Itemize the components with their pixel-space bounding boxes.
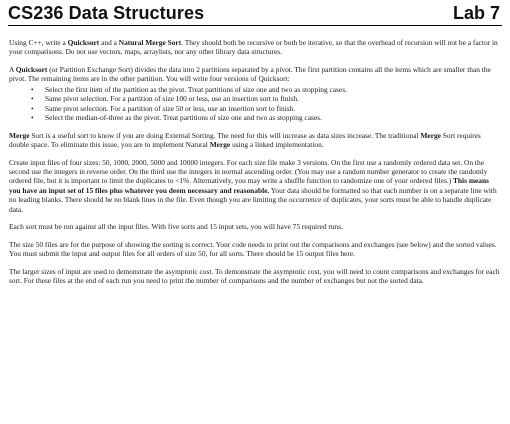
lab-number: Lab 7 (452, 3, 500, 23)
list-item-text: Same pivot selection. For a partition of size 50 or less, use an insertion sort to finish. (45, 103, 296, 113)
list-item (31, 85, 502, 94)
bullet-icon: • (31, 84, 34, 94)
list-item-text: Select the first item of the partition as the pivot. Treat partitions of size one and two as stopping cases. (45, 84, 347, 94)
quicksort-text-2: (or Partition Exchange Sort) divides the data into 2 partitions separated by a pivot. The first partition contains all the items which are smaller than the pivot. The remaining items are in the other partition. You will write four versions of Quicksort: (9, 65, 491, 84)
merge-text-1: Sort is a useful sort to know if you are doing External Sorting. The need for this will increase as data sizes increase. The traditional (29, 130, 421, 140)
bullet-icon: • (31, 103, 34, 113)
document-body (9, 38, 502, 294)
intro-bold-natural-merge-sort: Natural Merge Sort (118, 38, 182, 47)
larger-sizes-paragraph: The larger sizes of input are used to demonstrate the asymptotic cost. To demonstrate the asymptotic cost, you will need to count comparisons and exchanges for each sort. For these files at the end of each run you need to print the number of comparisons and the number of exchanges but not the sorted data. (9, 266, 500, 286)
merge-bold-3: Merge (209, 140, 231, 150)
run-all-paragraph: Each sort must be run against all the input files. With five sorts and 15 input sets, you will have 75 required runs. (9, 222, 343, 232)
input-files-text-1: Create input files of four sizes: 50, 1000, 2000, 5000 and 10000 integers. For each size file make 3 versions. On the first use a randomly ordered data set. On the second use the integers in reverse order. On the third use the integers in normal ascending order. (You may use a random number generator to create the randomly ordered file, but it is important to limit the duplicates to <1%. Alternatively, you may write a shuffle function to randomize one of your ordered files.) (9, 157, 488, 186)
input-files-bold: This means you have an input set of 15 files plus whatever you deem necessary and reasonable. (9, 176, 489, 195)
document-header (8, 3, 502, 26)
merge-bold-2: Merge (420, 130, 441, 140)
size-50-paragraph: The size 50 files are for the purpose of showing the sorting is correct. Your code needs to print out the comparisons and exchanges (see below) and the sorted values. You must submit the input and output files for all orders of size 50, for all sorts. There should be 15 output files here. (9, 239, 497, 259)
quicksort-paragraph (9, 65, 502, 84)
intro-bold-quicksort: Quicksort (67, 38, 100, 47)
bullet-icon: • (31, 94, 34, 104)
input-files-paragraph (9, 158, 502, 214)
list-item-text: Select the median-of-three as the pivot. Treat partitions of size one and two as stopping cases. (45, 113, 322, 123)
input-files-text-2: Your data should be formatted so that each number is on a separate line with no leading blanks. There should be no blank lines in the file. Even though you are limiting the occurrence of duplicates, your sorts must be able to handle duplicate data. (9, 185, 497, 214)
intro-text-1: Using C++, write a (9, 38, 68, 47)
quicksort-versions-list (9, 85, 502, 123)
list-item-text: Same pivot selection. For a partition of size 100 or less, use an insertion sort to finish. (45, 94, 299, 104)
bullet-icon: • (31, 113, 34, 123)
merge-paragraph (9, 131, 502, 150)
quicksort-bold: Quicksort (15, 65, 48, 74)
intro-paragraph (9, 38, 502, 57)
course-title: CS236 Data Structures (8, 3, 205, 23)
list-item (31, 104, 502, 113)
list-item (31, 113, 502, 122)
merge-text-2: Sort requires double space. To eliminate this issue, you are to implement Natural (9, 130, 481, 150)
merge-bold-1: Merge (9, 130, 30, 140)
intro-text-3: . They should both be recursive or both be iterative, so that the overhead of recursion will not be a factor in your comparisons. Do not use vectors, maps, arraylists, nor any other library data structures. (9, 38, 498, 57)
list-item (31, 94, 502, 103)
intro-text-2: and a (99, 38, 119, 47)
merge-text-3: using a linked implementation. (230, 140, 324, 150)
quicksort-text-1: A (9, 65, 16, 74)
